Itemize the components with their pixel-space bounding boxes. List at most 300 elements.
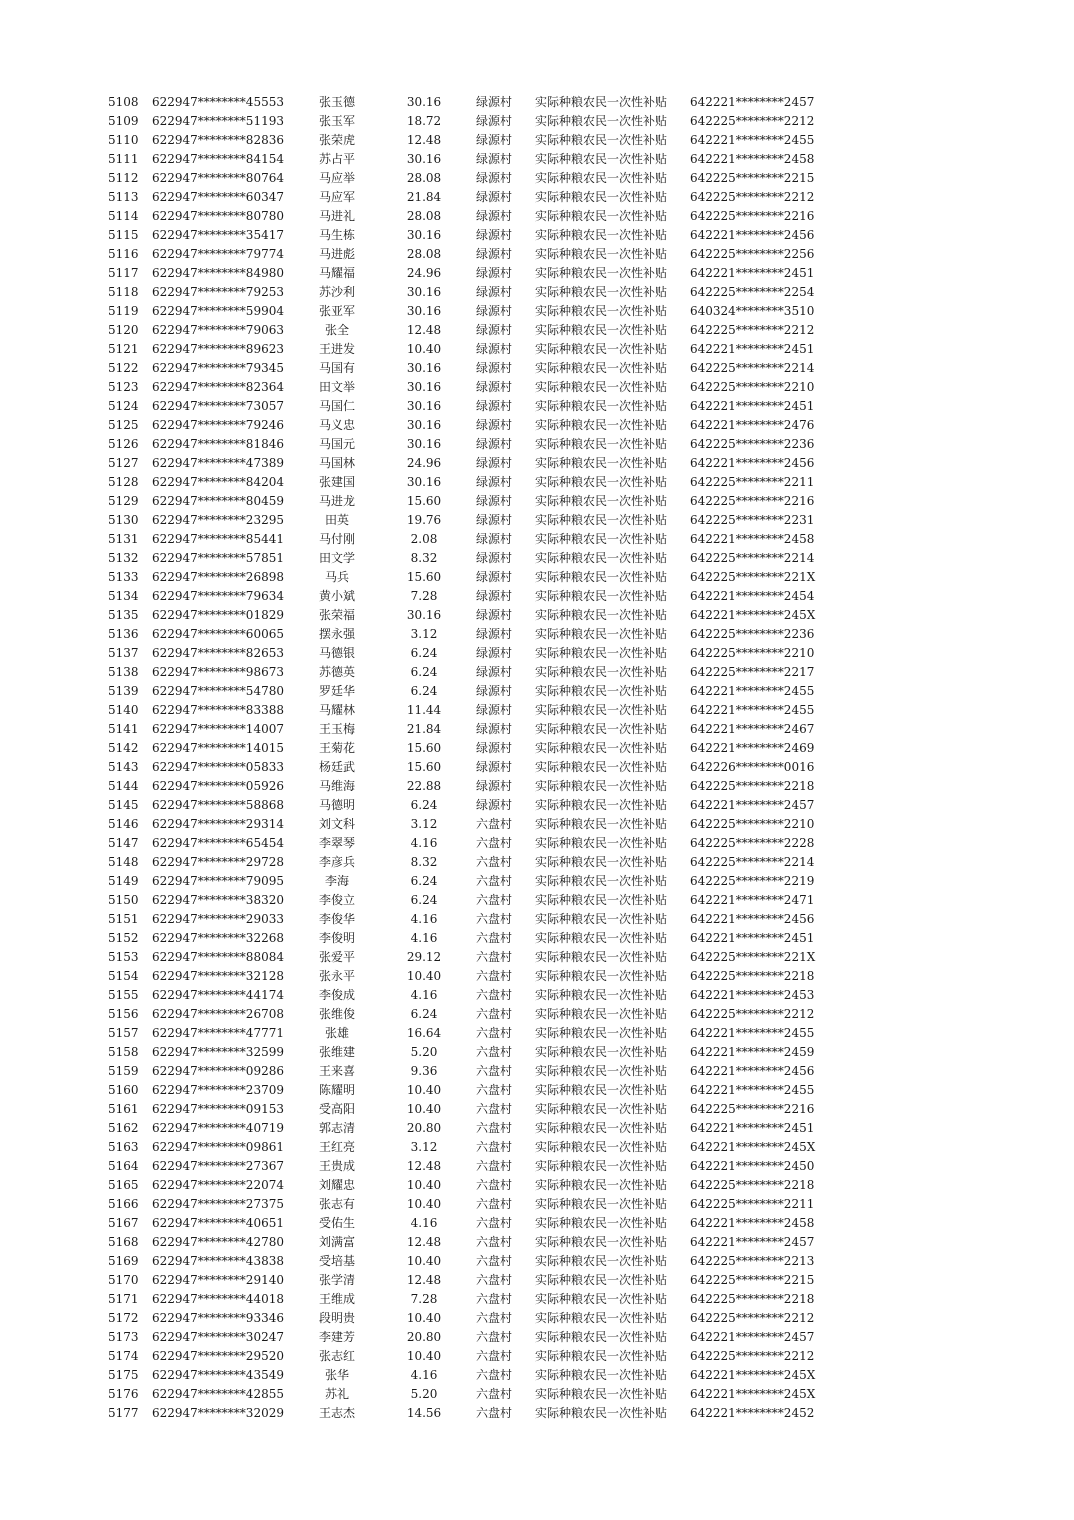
row-number: 5175 <box>108 1368 139 1382</box>
subsidy-type: 实际种粮农民一次性补贴 <box>535 418 668 432</box>
row-number: 5147 <box>108 836 139 850</box>
row-number: 5157 <box>108 1026 139 1040</box>
person-name: 李俊立 <box>318 893 355 907</box>
village-name: 六盘村 <box>476 1159 513 1173</box>
table-row <box>0 1138 1074 1157</box>
account-number: 622947********43838 <box>152 1254 284 1268</box>
subsidy-amount: 30.16 <box>406 361 442 375</box>
id-number: 642225********2215 <box>690 1273 815 1287</box>
id-number: 642221********2451 <box>690 931 815 945</box>
person-name: 张雄 <box>324 1026 349 1040</box>
person-name: 李翠琴 <box>318 836 355 850</box>
id-number: 642225********2216 <box>690 1102 815 1116</box>
subsidy-amount: 10.40 <box>406 1311 442 1325</box>
table-row <box>0 777 1074 796</box>
row-number: 5124 <box>108 399 139 413</box>
subsidy-type: 实际种粮农民一次性补贴 <box>535 836 668 850</box>
person-name: 马进彪 <box>318 247 355 261</box>
table-row <box>0 568 1074 587</box>
account-number: 622947********22074 <box>152 1178 284 1192</box>
table-row <box>0 283 1074 302</box>
subsidy-amount: 30.16 <box>406 437 442 451</box>
person-name: 马国林 <box>318 456 355 470</box>
account-number: 622947********14015 <box>152 741 284 755</box>
account-number: 622947********38320 <box>152 893 284 907</box>
row-number: 5134 <box>108 589 139 603</box>
subsidy-amount: 6.24 <box>410 684 438 698</box>
id-number: 642221********2451 <box>690 1121 815 1135</box>
row-number: 5165 <box>108 1178 139 1192</box>
subsidy-type: 实际种粮农民一次性补贴 <box>535 741 668 755</box>
subsidy-type: 实际种粮农民一次性补贴 <box>535 931 668 945</box>
table-row <box>0 758 1074 777</box>
row-number: 5153 <box>108 950 139 964</box>
table-row <box>0 834 1074 853</box>
person-name: 李彦兵 <box>318 855 355 869</box>
id-number: 642221********2455 <box>690 133 815 147</box>
row-number: 5142 <box>108 741 139 755</box>
person-name: 受佑生 <box>318 1216 355 1230</box>
id-number: 642225********221X <box>690 950 816 964</box>
person-name: 王维成 <box>318 1292 355 1306</box>
village-name: 绿源村 <box>476 760 513 774</box>
row-number: 5130 <box>108 513 139 527</box>
row-number: 5154 <box>108 969 139 983</box>
table-row <box>0 1157 1074 1176</box>
subsidy-type: 实际种粮农民一次性补贴 <box>535 722 668 736</box>
village-name: 绿源村 <box>476 266 513 280</box>
row-number: 5111 <box>108 152 139 166</box>
subsidy-amount: 10.40 <box>406 1349 442 1363</box>
subsidy-amount: 6.24 <box>410 893 438 907</box>
village-name: 绿源村 <box>476 285 513 299</box>
row-number: 5152 <box>108 931 139 945</box>
subsidy-amount: 15.60 <box>406 494 442 508</box>
subsidy-type: 实际种粮农民一次性补贴 <box>535 171 668 185</box>
subsidy-type: 实际种粮农民一次性补贴 <box>535 95 668 109</box>
table-row <box>0 397 1074 416</box>
row-number: 5166 <box>108 1197 139 1211</box>
subsidy-amount: 30.16 <box>406 418 442 432</box>
id-number: 642225********2218 <box>690 1292 815 1306</box>
row-number: 5118 <box>108 285 139 299</box>
table-row <box>0 872 1074 891</box>
subsidy-amount: 20.80 <box>406 1330 442 1344</box>
subsidy-type: 实际种粮农民一次性补贴 <box>535 285 668 299</box>
village-name: 六盘村 <box>476 1330 513 1344</box>
id-number: 642221********2457 <box>690 1330 815 1344</box>
account-number: 622947********14007 <box>152 722 284 736</box>
village-name: 绿源村 <box>476 399 513 413</box>
subsidy-type: 实际种粮农民一次性补贴 <box>535 1007 668 1021</box>
id-number: 642225********2228 <box>690 836 815 850</box>
table-row <box>0 815 1074 834</box>
subsidy-type: 实际种粮农民一次性补贴 <box>535 1292 668 1306</box>
person-name: 苏德英 <box>318 665 355 679</box>
table-row <box>0 796 1074 815</box>
village-name: 六盘村 <box>476 1387 513 1401</box>
account-number: 622947********23709 <box>152 1083 284 1097</box>
id-number: 642221********245X <box>690 1140 816 1154</box>
person-name: 王志杰 <box>318 1406 355 1420</box>
account-number: 622947********81846 <box>152 437 284 451</box>
table-row <box>0 587 1074 606</box>
id-number: 642225********221X <box>690 570 816 584</box>
person-name: 马国元 <box>318 437 355 451</box>
subsidy-type: 实际种粮农民一次性补贴 <box>535 893 668 907</box>
subsidy-type: 实际种粮农民一次性补贴 <box>535 1178 668 1192</box>
person-name: 张亚军 <box>318 304 355 318</box>
person-name: 马维海 <box>318 779 355 793</box>
account-number: 622947********88084 <box>152 950 284 964</box>
subsidy-type: 实际种粮农民一次性补贴 <box>535 304 668 318</box>
person-name: 田英 <box>324 513 349 527</box>
village-name: 六盘村 <box>476 1007 513 1021</box>
subsidy-type: 实际种粮农民一次性补贴 <box>535 855 668 869</box>
person-name: 张爱平 <box>318 950 355 964</box>
account-number: 622947********47389 <box>152 456 284 470</box>
table-row <box>0 1214 1074 1233</box>
subsidy-type: 实际种粮农民一次性补贴 <box>535 1216 668 1230</box>
subsidy-amount: 30.16 <box>406 399 442 413</box>
table-row <box>0 701 1074 720</box>
account-number: 622947********84204 <box>152 475 284 489</box>
row-number: 5120 <box>108 323 139 337</box>
account-number: 622947********40719 <box>152 1121 284 1135</box>
subsidy-type: 实际种粮农民一次性补贴 <box>535 380 668 394</box>
id-number: 642225********2216 <box>690 209 815 223</box>
row-number: 5125 <box>108 418 139 432</box>
person-name: 罗廷华 <box>318 684 355 698</box>
person-name: 张建国 <box>318 475 355 489</box>
subsidy-type: 实际种粮农民一次性补贴 <box>535 1406 668 1420</box>
subsidy-type: 实际种粮农民一次性补贴 <box>535 969 668 983</box>
table-row <box>0 207 1074 226</box>
table-row <box>0 416 1074 435</box>
account-number: 622947********60065 <box>152 627 284 641</box>
subsidy-amount: 30.16 <box>406 304 442 318</box>
subsidy-type: 实际种粮农民一次性补贴 <box>535 1102 668 1116</box>
row-number: 5117 <box>108 266 139 280</box>
subsidy-amount: 12.48 <box>406 1235 442 1249</box>
id-number: 642221********2459 <box>690 1045 815 1059</box>
account-number: 622947********80459 <box>152 494 284 508</box>
id-number: 640324********3510 <box>690 304 815 318</box>
subsidy-type: 实际种粮农民一次性补贴 <box>535 114 668 128</box>
village-name: 六盘村 <box>476 1197 513 1211</box>
person-name: 王红亮 <box>318 1140 355 1154</box>
person-name: 马德银 <box>318 646 355 660</box>
account-number: 622947********98673 <box>152 665 284 679</box>
table-row <box>0 1233 1074 1252</box>
id-number: 642221********2458 <box>690 532 815 546</box>
table-row <box>0 340 1074 359</box>
id-number: 642221********2471 <box>690 893 815 907</box>
table-row <box>0 549 1074 568</box>
subsidy-amount: 30.16 <box>406 152 442 166</box>
subsidy-type: 实际种粮农民一次性补贴 <box>535 627 668 641</box>
subsidy-type: 实际种粮农民一次性补贴 <box>535 1083 668 1097</box>
row-number: 5140 <box>108 703 139 717</box>
row-number: 5131 <box>108 532 139 546</box>
account-number: 622947********80764 <box>152 171 284 185</box>
person-name: 张荣虎 <box>318 133 355 147</box>
table-row <box>0 1271 1074 1290</box>
table-row <box>0 321 1074 340</box>
account-number: 622947********89623 <box>152 342 284 356</box>
village-name: 绿源村 <box>476 304 513 318</box>
account-number: 622947********32029 <box>152 1406 284 1420</box>
row-number: 5113 <box>108 190 139 204</box>
village-name: 绿源村 <box>476 551 513 565</box>
subsidy-type: 实际种粮农民一次性补贴 <box>535 950 668 964</box>
account-number: 622947********85441 <box>152 532 284 546</box>
subsidy-type: 实际种粮农民一次性补贴 <box>535 1197 668 1211</box>
row-number: 5135 <box>108 608 139 622</box>
id-number: 642221********2469 <box>690 741 815 755</box>
account-number: 622947********27367 <box>152 1159 284 1173</box>
table-row <box>0 1309 1074 1328</box>
subsidy-amount: 6.24 <box>410 1007 438 1021</box>
account-number: 622947********59904 <box>152 304 284 318</box>
subsidy-type: 实际种粮农民一次性补贴 <box>535 1273 668 1287</box>
subsidy-amount: 24.96 <box>406 266 442 280</box>
account-number: 622947********30247 <box>152 1330 284 1344</box>
account-number: 622947********58868 <box>152 798 284 812</box>
subsidy-amount: 10.40 <box>406 1083 442 1097</box>
row-number: 5150 <box>108 893 139 907</box>
table-row <box>0 1119 1074 1138</box>
account-number: 622947********42780 <box>152 1235 284 1249</box>
account-number: 622947********42855 <box>152 1387 284 1401</box>
subsidy-amount: 12.48 <box>406 133 442 147</box>
row-number: 5137 <box>108 646 139 660</box>
row-number: 5110 <box>108 133 139 147</box>
row-number: 5112 <box>108 171 139 185</box>
id-number: 642225********2214 <box>690 361 815 375</box>
village-name: 绿源村 <box>476 741 513 755</box>
person-name: 马应军 <box>318 190 355 204</box>
village-name: 绿源村 <box>476 494 513 508</box>
person-name: 苏礼 <box>324 1387 349 1401</box>
account-number: 622947********40651 <box>152 1216 284 1230</box>
row-number: 5141 <box>108 722 139 736</box>
account-number: 622947********82364 <box>152 380 284 394</box>
person-name: 马德明 <box>318 798 355 812</box>
person-name: 受培基 <box>318 1254 355 1268</box>
village-name: 绿源村 <box>476 171 513 185</box>
subsidy-type: 实际种粮农民一次性补贴 <box>535 513 668 527</box>
id-number: 642221********2453 <box>690 988 815 1002</box>
subsidy-amount: 10.40 <box>406 1254 442 1268</box>
subsidy-amount: 10.40 <box>406 1197 442 1211</box>
row-number: 5128 <box>108 475 139 489</box>
subsidy-amount: 30.16 <box>406 95 442 109</box>
subsidy-type: 实际种粮农民一次性补贴 <box>535 323 668 337</box>
person-name: 马耀林 <box>318 703 355 717</box>
subsidy-type: 实际种粮农民一次性补贴 <box>535 570 668 584</box>
subsidy-amount: 10.40 <box>406 1178 442 1192</box>
subsidy-type: 实际种粮农民一次性补贴 <box>535 1330 668 1344</box>
table-row <box>0 606 1074 625</box>
account-number: 622947********01829 <box>152 608 284 622</box>
id-number: 642221********2456 <box>690 912 815 926</box>
village-name: 绿源村 <box>476 703 513 717</box>
id-number: 642221********2456 <box>690 228 815 242</box>
account-number: 622947********26708 <box>152 1007 284 1021</box>
village-name: 六盘村 <box>476 1026 513 1040</box>
table-row <box>0 1024 1074 1043</box>
row-number: 5136 <box>108 627 139 641</box>
table-row <box>0 302 1074 321</box>
subsidy-type: 实际种粮农民一次性补贴 <box>535 760 668 774</box>
subsidy-amount: 8.32 <box>410 551 438 565</box>
id-number: 642221********245X <box>690 1368 816 1382</box>
row-number: 5119 <box>108 304 139 318</box>
account-number: 622947********29314 <box>152 817 284 831</box>
village-name: 六盘村 <box>476 950 513 964</box>
row-number: 5108 <box>108 95 139 109</box>
table-row <box>0 1005 1074 1024</box>
row-number: 5148 <box>108 855 139 869</box>
id-number: 642225********2211 <box>690 1197 815 1211</box>
id-number: 642225********2216 <box>690 494 815 508</box>
person-name: 王来喜 <box>318 1064 355 1078</box>
account-number: 622947********65454 <box>152 836 284 850</box>
id-number: 642225********2218 <box>690 779 815 793</box>
table-row <box>0 245 1074 264</box>
subsidy-type: 实际种粮农民一次性补贴 <box>535 133 668 147</box>
village-name: 绿源村 <box>476 95 513 109</box>
table-row <box>0 359 1074 378</box>
account-number: 622947********60347 <box>152 190 284 204</box>
account-number: 622947********32268 <box>152 931 284 945</box>
account-number: 622947********45553 <box>152 95 284 109</box>
table-row <box>0 948 1074 967</box>
id-number: 642225********2210 <box>690 646 815 660</box>
row-number: 5146 <box>108 817 139 831</box>
id-number: 642221********2455 <box>690 703 815 717</box>
subsidy-amount: 3.12 <box>410 817 438 831</box>
subsidy-type: 实际种粮农民一次性补贴 <box>535 361 668 375</box>
table-row <box>0 663 1074 682</box>
table-row <box>0 188 1074 207</box>
village-name: 绿源村 <box>476 722 513 736</box>
row-number: 5167 <box>108 1216 139 1230</box>
account-number: 622947********05926 <box>152 779 284 793</box>
person-name: 马耀福 <box>318 266 355 280</box>
table-row <box>0 1081 1074 1100</box>
row-number: 5132 <box>108 551 139 565</box>
subsidy-type: 实际种粮农民一次性补贴 <box>535 1026 668 1040</box>
subsidy-type: 实际种粮农民一次性补贴 <box>535 703 668 717</box>
id-number: 642221********2455 <box>690 1083 815 1097</box>
table-row <box>0 264 1074 283</box>
village-name: 绿源村 <box>476 228 513 242</box>
person-name: 田文学 <box>318 551 355 565</box>
account-number: 622947********79063 <box>152 323 284 337</box>
row-number: 5171 <box>108 1292 139 1306</box>
table-row <box>0 1043 1074 1062</box>
village-name: 六盘村 <box>476 912 513 926</box>
id-number: 642225********2217 <box>690 665 815 679</box>
table-row <box>0 378 1074 397</box>
id-number: 642225********2212 <box>690 190 815 204</box>
table-row <box>0 1366 1074 1385</box>
row-number: 5159 <box>108 1064 139 1078</box>
id-number: 642225********2214 <box>690 551 815 565</box>
village-name: 绿源村 <box>476 323 513 337</box>
village-name: 绿源村 <box>476 190 513 204</box>
person-name: 李建芳 <box>318 1330 355 1344</box>
subsidy-amount: 18.72 <box>406 114 442 128</box>
table-row <box>0 435 1074 454</box>
person-name: 刘满富 <box>318 1235 355 1249</box>
village-name: 六盘村 <box>476 1121 513 1135</box>
table-row <box>0 150 1074 169</box>
subsidy-type: 实际种粮农民一次性补贴 <box>535 1045 668 1059</box>
subsidy-amount: 20.80 <box>406 1121 442 1135</box>
id-number: 642225********2213 <box>690 1254 815 1268</box>
account-number: 622947********26898 <box>152 570 284 584</box>
person-name: 张华 <box>324 1368 349 1382</box>
table-row <box>0 986 1074 1005</box>
village-name: 六盘村 <box>476 988 513 1002</box>
table-row <box>0 1100 1074 1119</box>
row-number: 5173 <box>108 1330 139 1344</box>
row-number: 5123 <box>108 380 139 394</box>
id-number: 642221********2457 <box>690 95 815 109</box>
person-name: 马付刚 <box>318 532 355 546</box>
table-row <box>0 910 1074 929</box>
subsidy-amount: 4.16 <box>410 912 438 926</box>
account-number: 622947********29728 <box>152 855 284 869</box>
village-name: 六盘村 <box>476 1273 513 1287</box>
id-number: 642225********2212 <box>690 1007 815 1021</box>
person-name: 王进发 <box>318 342 355 356</box>
person-name: 马应举 <box>318 171 355 185</box>
subsidy-type: 实际种粮农民一次性补贴 <box>535 608 668 622</box>
account-number: 622947********27375 <box>152 1197 284 1211</box>
account-number: 622947********09286 <box>152 1064 284 1078</box>
village-name: 六盘村 <box>476 874 513 888</box>
table-row <box>0 530 1074 549</box>
account-number: 622947********84980 <box>152 266 284 280</box>
village-name: 绿源村 <box>476 513 513 527</box>
subsidy-type: 实际种粮农民一次性补贴 <box>535 532 668 546</box>
row-number: 5144 <box>108 779 139 793</box>
person-name: 摆永强 <box>318 627 355 641</box>
village-name: 绿源村 <box>476 570 513 584</box>
subsidy-type: 实际种粮农民一次性补贴 <box>535 1368 668 1382</box>
village-name: 绿源村 <box>476 418 513 432</box>
subsidy-amount: 14.56 <box>406 1406 442 1420</box>
subsidy-type: 实际种粮农民一次性补贴 <box>535 247 668 261</box>
row-number: 5164 <box>108 1159 139 1173</box>
subsidy-amount: 12.48 <box>406 323 442 337</box>
account-number: 622947********44174 <box>152 988 284 1002</box>
subsidy-amount: 3.12 <box>410 627 438 641</box>
id-number: 642221********2456 <box>690 456 815 470</box>
subsidy-amount: 16.64 <box>406 1026 442 1040</box>
id-number: 642225********2236 <box>690 627 815 641</box>
person-name: 张荣福 <box>318 608 355 622</box>
subsidy-type: 实际种粮农民一次性补贴 <box>535 684 668 698</box>
subsidy-type: 实际种粮农民一次性补贴 <box>535 1235 668 1249</box>
village-name: 绿源村 <box>476 798 513 812</box>
table-row <box>0 1328 1074 1347</box>
subsidy-amount: 19.76 <box>406 513 442 527</box>
